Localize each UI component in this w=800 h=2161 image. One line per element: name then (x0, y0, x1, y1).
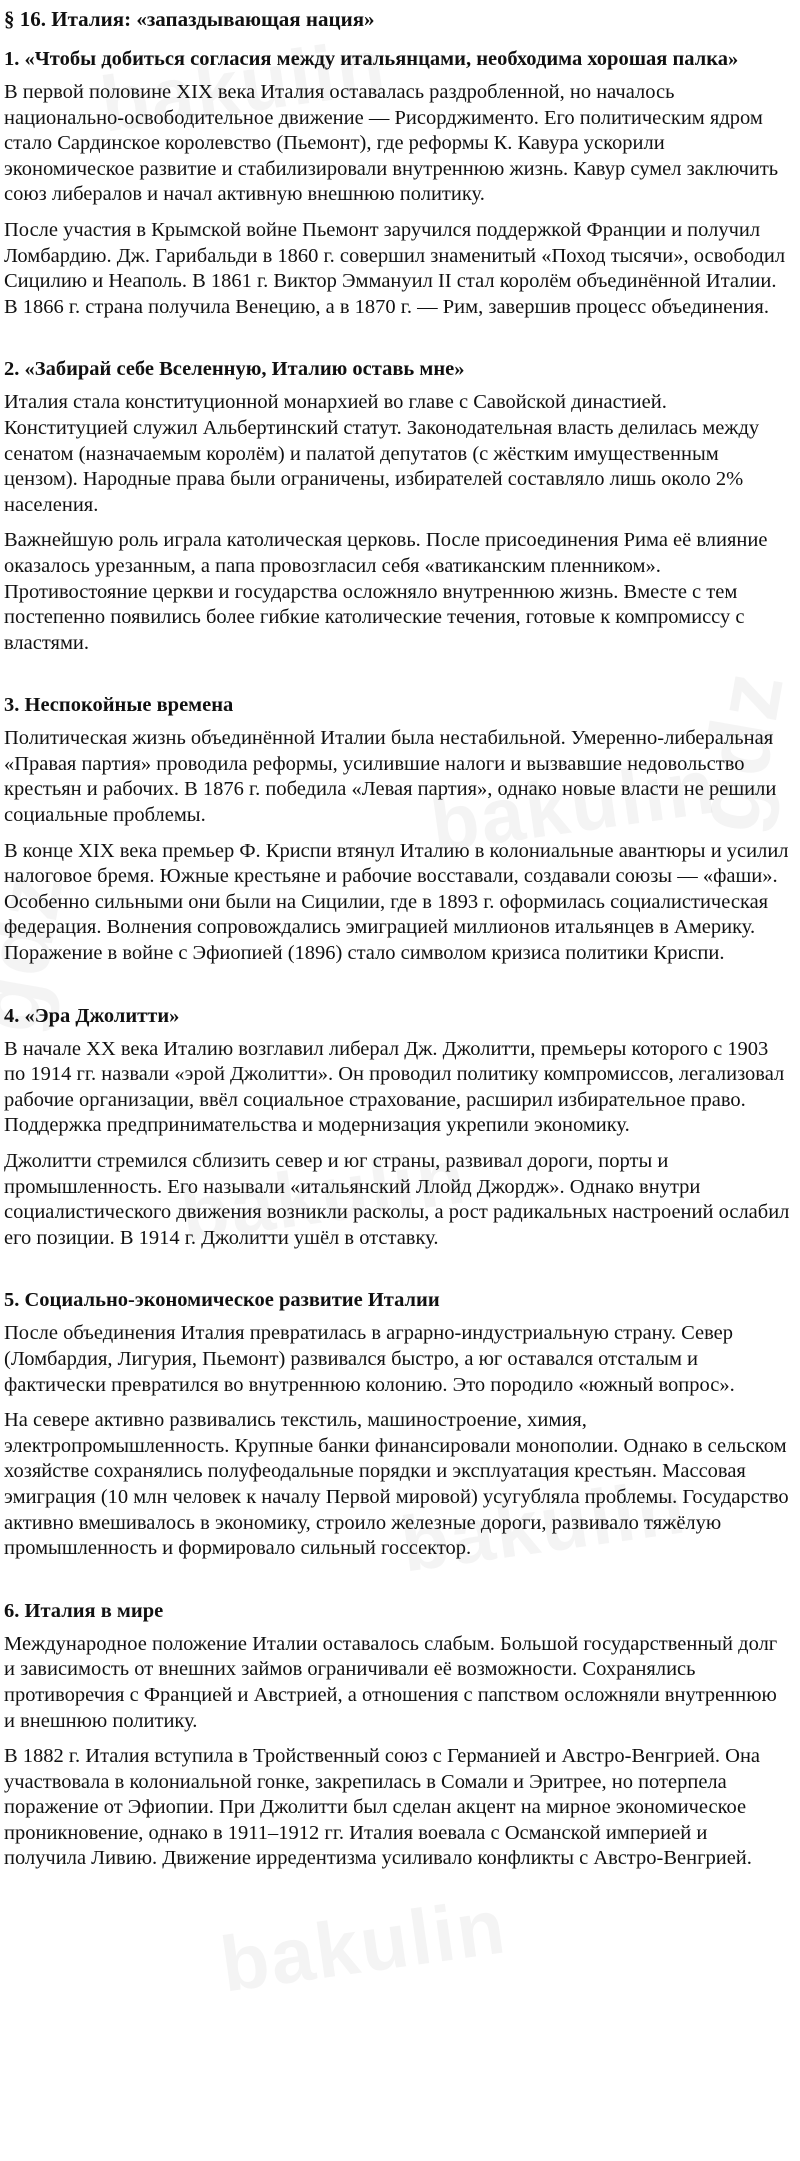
section-heading: 1. «Чтобы добиться согласия между итальянцами, необходима хорошая палка» (4, 48, 739, 70)
section-3 (4, 692, 792, 966)
paragraph: Международное положение Италии оставалось слабым. Большой государственный долг и зависимость от внешних займов ограничивали её возможности. Сохранялись противоречия с Францией и Австрией, а отношения с папством осложняли внутреннюю и внешнюю политику. (4, 1632, 778, 1732)
section-6 (4, 1598, 792, 1872)
section-heading: 5. Социально-экономическое развитие Италии (4, 1289, 440, 1312)
paragraph: В конце XIX века премьер Ф. Криспи втянул Италию в колониальные авантюры и усилил налоговое бремя. Южные крестьяне и рабочие восставали, создавали союзы — «фаши». Особенно сильными они были на Сицилии, где в 1893 г. оформилась социалистическая федерация. Волнения сопровождались эмиграцией миллионов итальянцев в Америку. Поражение в войне с Эфиопией (1896) стало символом кризиса политики Криспи. (4, 839, 789, 965)
paragraph: В первой половине XIX века Италия оставалась раздробленной, но началось национально-освободительное движение — Рисорджименто. Его политическим ядром стало Сардинское королевство (Пьемонт), где реформы К. Кавура ускорили экономическое развитие и стабилизировали внутреннюю жизнь. Кавур сумел заключить союз либералов и начал активную внешнюю политику. (4, 81, 779, 206)
section-2 (4, 356, 792, 656)
watermark-logo (215, 1880, 512, 2010)
paragraph: В начале XX века Италию возглавил либерал Дж. Джолитти, премьеры которого с 1903 по 1914 гг. назвали «эрой Джолитти». Он проводил политику компромиссов, легализовал рабочие организации, ввёл социальное страхование, расширил избирательное право. Поддержка предпринимательства и модернизация укрепили экономику. (4, 1037, 785, 1137)
paragraph: После объединения Италия превратилась в аграрно-индустриальную страну. Север (Ломбардия, Лигурия, Пьемонт) развивался быстро, а юг оставался отсталым и фактически превратился во внутреннюю колонию. Это породило «южный вопрос». (4, 1322, 735, 1396)
paragraph: Италия стала конституционной монархией во главе с Савойской династией. Конституцией служил Альбертинский статут. Законодательная власть делилась между сенатом (назначаемым королём) и палатой депутатов (с жёстким имущественным цензом). Народные права были ограничены, избирателей составляло лишь около 2% населения. (4, 391, 760, 516)
paragraph: Важнейшую роль играла католическая церковь. После присоединения Рима её влияние оказалось урезанным, а папа провозгласил себя «ватиканским пленником». Противостояние церкви и государства осложняло внутреннюю жизнь. Вместе с тем постепенно появились более гибкие католические течения, готовые к компромиссу с властями. (4, 529, 768, 654)
section-4 (4, 1003, 792, 1252)
section-1 (4, 46, 792, 320)
paragraph: Политическая жизнь объединённой Италии была нестабильной. Умеренно-либеральная «Правая партия» проводила реформы, усилившие налоги и вызвавшие недовольство крестьян и рабочих. В 1876 г. победила «Левая партия», однако новые власти не решили социальные проблемы. (4, 727, 777, 827)
section-heading: 6. Италия в мире (4, 1599, 164, 1622)
section-5 (4, 1287, 792, 1561)
paragraph: Джолитти стремился сблизить север и юг страны, развивал дороги, порты и промышленность. Его называли «итальянский Ллойд Джордж». Однако внутри социалистического движения возникли расколы, а рост радикальных настроений ослабил его позиции. В 1914 г. Джолитти ушёл в отставку. (4, 1150, 790, 1249)
section-heading: 4. «Эра Джолитти» (4, 1004, 180, 1027)
paragraph: После участия в Крымской войне Пьемонт заручился поддержкой Франции и получил Ломбардию. Дж. Гарибальди в 1860 г. совершил знаменитый «Поход тысячи», освободил Сицилию и Неаполь. В 1861 г. Виктор Эммануил II стал королём объединённой Италии. В 1866 г. страна получила Венецию, а в 1870 г. — Рим, завершив процесс объединения. (4, 218, 786, 318)
section-heading: 3. Неспокойные времена (4, 694, 234, 717)
page-title: § 16. Италия: «запаздывающая нация» (4, 7, 375, 31)
paragraph: На севере активно развивались текстиль, машиностроение, химия, электропромышленность. Крупные банки финансировали монополии. Однако в сельском хозяйстве сохранялись полуфеодальные порядки и эксплуатация крестьян. Массовая эмиграция (10 млн человек к началу Первой мировой) усугубляла проблемы. Государство активно вмешивалось в экономику, строило железные дороги, развивало тяжёлую промышленность и формировало сильный госсектор. (4, 1409, 789, 1560)
section-heading: 2. «Забирай себе Вселенную, Италию оставь мне» (4, 358, 465, 381)
paragraph: В 1882 г. Италия вступила в Тройственный союз с Германией и Австро-Венгрией. Она участвовала в колониальной гонке, закрепилась в Сомали и Эритрее, но потерпела поражение от Эфиопии. При Джолитти был сделан акцент на мирное экономическое проникновение, однако в 1911–1912 гг. Италия воевала с Османской империей и получила Ливию. Движение ирредентизма усиливало конфликты с Австро-Венгрией. (4, 1745, 761, 1870)
